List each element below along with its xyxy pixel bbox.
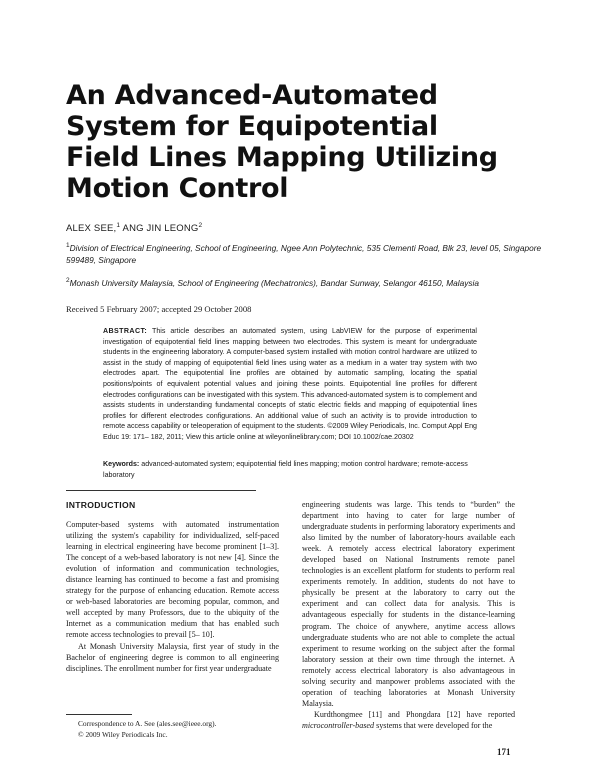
keywords-label: Keywords: (103, 460, 140, 468)
text-run: Kurdthongmee [11] and Phongdara [12] have reported (314, 709, 515, 719)
section-heading: INTRODUCTION (66, 500, 136, 510)
author-name: ALEX SEE, (66, 223, 117, 235)
received-dates: Received 5 February 2007; accepted 29 October 2008 (66, 304, 252, 314)
footnote-divider (66, 714, 132, 715)
page-number: 171 (497, 747, 511, 757)
abstract-label: ABSTRACT: (103, 327, 148, 335)
right-column (302, 499, 515, 731)
emphasis-text: microcontroller-based (302, 720, 375, 730)
text-run: systems that were developed for the (374, 720, 493, 730)
keywords-block (103, 459, 477, 480)
copyright-note: © 2009 Wiley Periodicals Inc. (78, 729, 168, 739)
footnote (66, 719, 279, 740)
abstract-body: This article describes an automated system, using LabVIEW for the purpose of experimental investigation of equipotential field lines mapping between two electrodes. This system is meant for undergraduate students in the engineering laboratory. A computer-based system installed with motion control hardware are utilized to assist in the study of mapping of equipotential field lines using water as a medium in a water tray system with two electrodes apart. The equipotential line profiles are obtained by automatic sampling, locating the spatial positions/points of equivalent potential values and joining these points. Equipotential line profiles for different electrodes configurations can be investigated with this system. This advanced-automated system is to complement and assists students in understanding fundamental concepts of static electric fields and mapping of equipotential lines profiles for different electrodes configurations. An additional value of such an activity is to provide introduction to remote access capability or teleoperation of equipment to the students. (103, 327, 477, 431)
affiliation-marker: 2 (66, 277, 70, 284)
body-paragraph (302, 709, 515, 731)
title-line: Field Lines Mapping Utilizing (66, 142, 498, 173)
affiliation-text: Monash University Malaysia, School of Engineering (Mechatronics), Bandar Sunway, Selangor 46150, Malaysia (69, 277, 479, 288)
author-affil-marker: 1 (116, 222, 121, 229)
body-paragraph: At Monash University Malaysia, first year of study in the Bachelor of engineering degree is common to all engineering disciplines. The enrollment number for first year undergraduate (66, 641, 279, 673)
section-divider (66, 490, 256, 491)
author-name: ANG JIN LEONG (120, 223, 199, 235)
title-line: An Advanced-Automated (66, 80, 438, 111)
affiliation-marker: 1 (66, 242, 70, 249)
body-paragraph: engineering students was large. This tends to “burden” the department into having to cater for large number of undergraduate students in performing laboratory experiments and also limited by the number of laboratory-hours available each week. A remotely access electrical laboratory experiment developed based on National Instruments remote panel technologies is an excellent platform for students to perform real experiments remotely. In addition, students do not have to physically be present at the laboratory to carry out the experiment and can collect data for analysis. This is advantageous especially for students in the distance-learning program. The choice of anywhere, anytime access allows undergraduate students who are not able to complete the actual experiment to resume working on the subject after the formal laboratory session at their own time through the internet. A remotely access electrical laboratory is also advantageous in solving security and manpower problems associated with the operation of teaching laboratories at Monash University Malaysia. (302, 500, 515, 708)
title-line: Motion Control (66, 173, 289, 204)
author-affil-marker: 2 (198, 222, 203, 229)
affiliation (66, 240, 546, 266)
affiliation (66, 275, 546, 289)
affiliation-text: Division of Electrical Engineering, School of Engineering, Ngee Ann Polytechnic, 535 Clementi Road, Blk 23, level 05, Singapore 599489, Singapore (66, 242, 542, 265)
correspondence-note: Correspondence to A. See (ales.see@ieee.org). (78, 719, 217, 728)
body-paragraph: Computer-based systems with automated instrumentation utilizing the system's capability for individualized, self-paced learning in electrical engineering have become prominent [1–3]. The concept of a web-based laboratory is not new [4]. Since the evolution of information and communication technologies, distance learning has continued to become a fast and promising strategy for the purpose of enhancing education. Remote access or web-based laboratories are becoming popular, common, and well accepted by many Professors, due to the ubiquity of the Internet as a communication medium that has enabled such remote access technologies to prevail [5– 10]. (66, 520, 279, 640)
citation-line: ©2009 Wiley Periodicals, Inc. Comput Appl Eng Educ 19: 171– 182, 2011; View this article online at wileyonlinelibrary.com; DOI 10.1002/cae.20302 (103, 422, 477, 441)
left-column (66, 519, 279, 674)
title-line: System for Equipotential (66, 111, 438, 142)
abstract-block (103, 326, 477, 443)
author-list (66, 222, 202, 234)
keywords-text: advanced-automated system; equipotential field lines mapping; motion control hardware; remote-access laboratory (103, 460, 468, 479)
article-title (66, 80, 546, 204)
